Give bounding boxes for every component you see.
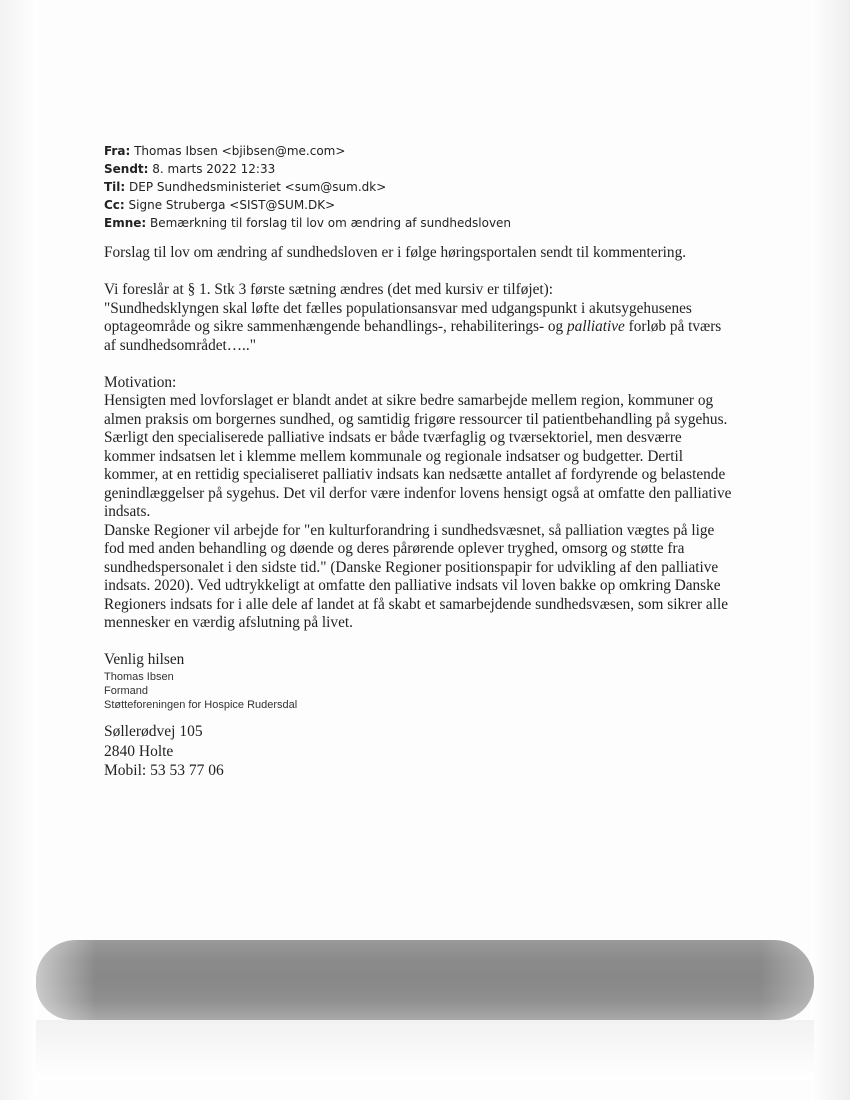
signature-organization: Støtteforeningen for Hospice Rudersdal xyxy=(104,698,298,711)
address-street: Søllerødvej 105 xyxy=(104,723,203,740)
cc-value: Signe Struberga <SIST@SUM.DK> xyxy=(124,198,336,212)
cc-label: Cc: xyxy=(104,198,125,212)
scanner-shadow-bar xyxy=(36,940,814,1020)
address-phone: Mobil: 53 53 77 06 xyxy=(104,762,224,779)
from-label: Fra: xyxy=(104,144,131,158)
motivation-heading: Motivation: xyxy=(104,373,177,391)
scanner-bar-fade-right xyxy=(760,940,814,1020)
quote-text-start: "Sundhedsklyngen skal løfte det fælles populationsansvar med udgangspunkt i akutsygehusenes optageområde og sikre sammenhængende behandlings-, rehabiliterings- og xyxy=(104,299,692,335)
address-city: 2840 Holte xyxy=(104,742,174,760)
to-label: Til: xyxy=(104,180,126,194)
address-block xyxy=(104,722,224,781)
motivation-paragraph-1: Hensigten med lovforslaget er blandt andet at sikre bedre samarbejde mellem region, kommuner og almen praksis om borgernes sundhed, og samtidig frigøre ressourcer til patientbehandling på sygehus. Særligt den specialiserede palliative indsats er både tværfaglig og tværsektoriel, men desværre kommer indsatsen let i klemme mellem kommunale og regionale indsatser og budgetter. Dertil kommer, at en rettidig specialiseret palliativ indsats kan nedsætte antallet af fordyrende og belastende genindlæggelser på sygehus. Det vil derfor være indenfor lovens hensigt også at omfatte den palliative indsats. xyxy=(104,392,732,520)
header-cc xyxy=(104,196,511,214)
sent-value: 8. marts 2022 12:33 xyxy=(148,162,276,176)
intro-paragraph: Forslag til lov om ændring af sundhedsloven er i følge høringsportalen sendt til kommentering. xyxy=(104,244,687,261)
signature-title: Formand xyxy=(104,684,149,697)
header-sent xyxy=(104,160,511,178)
closing: Venlig hilsen xyxy=(104,651,185,668)
quote-italic-word: palliative xyxy=(567,318,625,335)
email-header xyxy=(104,142,511,232)
sent-label: Sendt: xyxy=(104,162,149,176)
motivation-paragraph-2: Danske Regioner vil arbejde for "en kulturforandring i sundhedsvæsnet, så palliation vægtes på lige fod med anden behandling og døende og deres pårørende oplever tryghed, omsorg og støtte fra sundhedspersonalet i den sidste tid." (Danske Regioner positionspapir for udvikling af den palliative indsats. 2020). Ved udtrykkeligt at omfatte den palliative indsats vil loven bakke op omkring Danske Regioners indsats for i alle dele af landet at få skabt et samarbejdende sundhedsvæsen, som sikrer alle mennesker en værdig afslutning på livet. xyxy=(104,521,729,631)
scanner-bar-fade-left xyxy=(36,940,96,1020)
from-value: Thomas Ibsen <bjibsen@me.com> xyxy=(130,144,346,158)
signature-name: Thomas Ibsen xyxy=(104,670,174,683)
letter-body xyxy=(104,244,736,712)
header-subject xyxy=(104,214,511,232)
subject-value: Bemærkning til forslag til lov om ændring af sundhedsloven xyxy=(146,216,512,230)
proposal-quote xyxy=(104,300,736,356)
quote-text-end: forløb på tværs af sundhedsområdet….." xyxy=(104,318,722,354)
scan-right-edge xyxy=(810,0,850,1100)
scanner-bottom-fade xyxy=(36,1020,814,1080)
header-to xyxy=(104,178,511,196)
to-value: DEP Sundhedsministeriet <sum@sum.dk> xyxy=(125,180,387,194)
header-from xyxy=(104,142,511,160)
proposal-lead: Vi foreslår at § 1. Stk 3 første sætning ændres (det med kursiv er tilføjet): xyxy=(104,281,553,298)
subject-label: Emne: xyxy=(104,216,147,230)
signature-block xyxy=(104,670,736,712)
scan-left-edge xyxy=(0,0,38,1100)
